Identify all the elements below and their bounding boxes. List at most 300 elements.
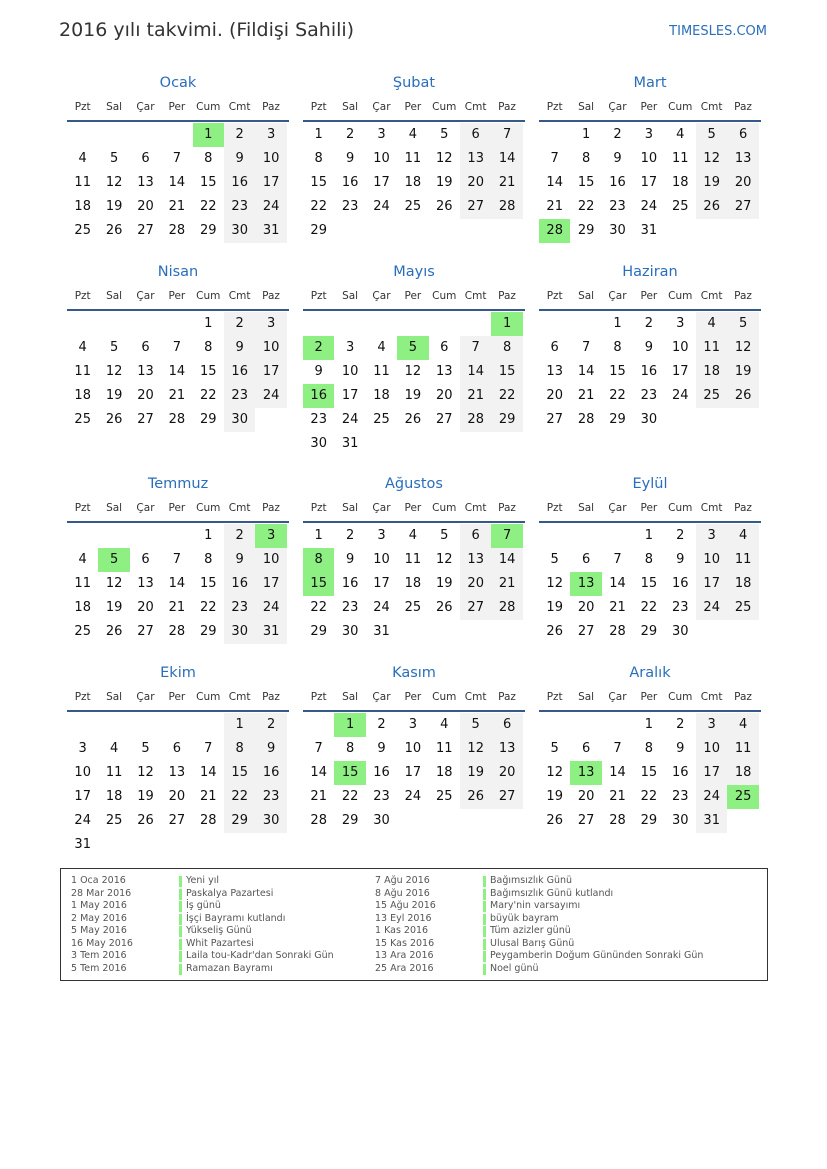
day: 9: [345, 151, 355, 166]
holiday-date: 1 Oca 2016: [71, 875, 126, 886]
day: 9: [345, 552, 355, 567]
day: 17: [74, 789, 91, 804]
day: 29: [577, 223, 595, 238]
day: 4: [676, 127, 685, 142]
day: 19: [436, 576, 453, 591]
site-link[interactable]: TIMESLES.COM: [669, 24, 767, 39]
legend-row: [71, 938, 334, 951]
day: 14: [498, 151, 516, 166]
month-name: Eylül: [632, 476, 668, 492]
day: 30: [231, 223, 248, 238]
day: 14: [609, 576, 626, 591]
day: 9: [676, 552, 685, 567]
day-grid: [303, 122, 525, 266]
weekday-label: Pzt: [74, 101, 91, 113]
day: 13: [137, 175, 154, 190]
day: 11: [74, 364, 91, 379]
day: 27: [546, 412, 563, 427]
day-grid: [539, 712, 761, 856]
legend-row: [71, 888, 334, 901]
day: 21: [168, 388, 186, 403]
day: 17: [262, 364, 280, 379]
month-8: [303, 471, 525, 667]
day: 28: [609, 624, 626, 639]
day: 1: [644, 717, 654, 732]
day: 11: [734, 741, 752, 756]
weekday-label: Paz: [498, 691, 516, 703]
day: 2: [345, 528, 355, 543]
day: 6: [581, 552, 591, 567]
day: 28: [609, 813, 626, 828]
month-10: [67, 660, 289, 856]
day: 30: [609, 223, 626, 238]
day: 19: [105, 600, 123, 615]
weekday-label: Per: [168, 290, 186, 302]
holiday-day: 7: [491, 524, 522, 548]
day: 3: [78, 741, 87, 756]
weekday-label: Sal: [578, 101, 595, 113]
day: 13: [498, 741, 516, 756]
day: 11: [672, 151, 689, 166]
legend-row: [71, 913, 334, 926]
day: 1: [314, 528, 323, 543]
weekday-label: Cmt: [700, 502, 723, 514]
day: 2: [613, 127, 622, 142]
day-grid: [303, 523, 525, 667]
holiday-day: 2: [303, 336, 334, 360]
day: 26: [137, 813, 154, 828]
day: 12: [546, 576, 563, 591]
day: 9: [235, 151, 244, 166]
day: 15: [577, 175, 595, 190]
day: 8: [644, 741, 654, 756]
day: 23: [262, 789, 280, 804]
day: 29: [498, 412, 516, 427]
month-name: Ekim: [160, 665, 196, 681]
month-name: Aralık: [629, 665, 671, 681]
weekday-label: Cum: [432, 691, 457, 703]
day: 3: [644, 127, 654, 142]
weekday-label: Paz: [262, 502, 280, 514]
day: 1: [235, 717, 244, 732]
day: 2: [644, 316, 654, 331]
weekday-header: [539, 285, 761, 309]
weekday-label: Cum: [196, 101, 221, 113]
day: 18: [74, 388, 91, 403]
day: 22: [498, 388, 516, 403]
holiday-date: 13 Ara 2016: [375, 950, 434, 961]
day: 16: [373, 765, 390, 780]
day: 28: [168, 624, 186, 639]
day: 23: [231, 600, 248, 615]
weekday-header: [67, 285, 289, 309]
weekday-label: Paz: [498, 101, 516, 113]
day: 30: [262, 813, 280, 828]
day: 18: [734, 765, 752, 780]
holiday-day: 13: [570, 572, 601, 596]
day: 20: [168, 789, 186, 804]
weekday-label: Pzt: [310, 101, 327, 113]
day: 4: [408, 528, 418, 543]
day: 29: [200, 412, 217, 427]
month-name: Nisan: [157, 264, 199, 280]
month-name: Haziran: [622, 264, 678, 280]
day: 19: [105, 388, 123, 403]
day: 27: [734, 199, 752, 214]
day: 13: [168, 765, 186, 780]
month-name: Temmuz: [147, 476, 209, 492]
month-4: [67, 259, 289, 455]
weekday-label: Pzt: [310, 290, 327, 302]
weekday-label: Cmt: [228, 101, 251, 113]
day: 30: [373, 813, 390, 828]
day: 19: [137, 789, 154, 804]
day: 4: [78, 340, 87, 355]
day: 2: [235, 316, 244, 331]
day: 12: [105, 576, 123, 591]
day: 20: [734, 175, 752, 190]
day: 22: [341, 789, 359, 804]
weekday-label: Pzt: [546, 502, 563, 514]
weekday-label: Paz: [262, 691, 280, 703]
day: 6: [581, 741, 591, 756]
day: 17: [341, 388, 359, 403]
day: 31: [74, 837, 91, 852]
day: 7: [613, 741, 622, 756]
day: 8: [314, 151, 323, 166]
day: 13: [546, 364, 563, 379]
day: 24: [74, 813, 91, 828]
day: 10: [74, 765, 91, 780]
legend-row: [375, 938, 703, 951]
day: 19: [436, 175, 453, 190]
day: 28: [498, 600, 516, 615]
day: 26: [436, 199, 453, 214]
holiday-name: İş günü: [179, 900, 221, 913]
day: 19: [404, 388, 422, 403]
month-name: Ocak: [159, 75, 197, 91]
weekday-label: Per: [640, 290, 658, 302]
day: 24: [373, 199, 390, 214]
day: 1: [613, 316, 622, 331]
day: 2: [676, 528, 685, 543]
day: 28: [577, 412, 595, 427]
day-grid: [67, 712, 289, 856]
day: 5: [471, 717, 480, 732]
weekday-label: Çar: [608, 502, 627, 514]
day: 1: [644, 528, 654, 543]
weekday-label: Per: [404, 691, 422, 703]
weekday-label: Paz: [262, 290, 280, 302]
holiday-name: Ramazan Bayramı: [179, 963, 273, 976]
day-grid: [539, 122, 761, 266]
day: 2: [345, 127, 355, 142]
weekday-label: Sal: [342, 502, 359, 514]
day: 29: [640, 813, 658, 828]
day: 24: [262, 199, 280, 214]
day: 11: [703, 340, 720, 355]
day: 20: [546, 388, 563, 403]
day: 8: [204, 151, 213, 166]
weekday-label: Sal: [106, 502, 123, 514]
weekday-label: Cmt: [464, 290, 487, 302]
holiday-name: Bağımsızlık Günü kutlandı: [483, 888, 613, 901]
legend-row: [71, 925, 334, 938]
holiday-day: 8: [303, 548, 334, 572]
weekday-label: Cmt: [228, 502, 251, 514]
day: 20: [498, 765, 516, 780]
day: 29: [231, 813, 248, 828]
day: 10: [640, 151, 658, 166]
weekday-label: Cum: [196, 502, 221, 514]
holiday-name: Ulusal Barış Günü: [483, 938, 574, 951]
day: 2: [235, 127, 244, 142]
holiday-date: 2 May 2016: [71, 912, 127, 924]
day: 21: [546, 199, 563, 214]
day: 24: [404, 789, 422, 804]
day: 12: [436, 552, 453, 567]
day: 26: [105, 412, 123, 427]
day: 8: [502, 340, 512, 355]
holiday-date: 16 May 2016: [71, 937, 133, 949]
day: 25: [672, 199, 689, 214]
holiday-day: 13: [570, 761, 601, 785]
weekday-label: Cum: [668, 290, 693, 302]
weekday-label: Pzt: [546, 691, 563, 703]
day: 15: [231, 765, 248, 780]
day: 5: [141, 741, 150, 756]
holiday-day: 5: [98, 548, 129, 572]
day: 10: [672, 340, 689, 355]
day: 7: [204, 741, 213, 756]
legend-row: [375, 913, 703, 926]
weekday-label: Sal: [106, 290, 123, 302]
day: 4: [377, 340, 386, 355]
day: 10: [703, 741, 720, 756]
weekday-label: Paz: [734, 290, 752, 302]
weekday-label: Çar: [372, 290, 391, 302]
day: 7: [613, 552, 622, 567]
day: 24: [341, 412, 359, 427]
day-grid: [303, 311, 525, 455]
day: 24: [262, 388, 280, 403]
day: 15: [200, 175, 217, 190]
day: 2: [377, 717, 386, 732]
day: 18: [74, 600, 91, 615]
weekday-label: Çar: [372, 101, 391, 113]
weekday-label: Sal: [578, 502, 595, 514]
day: 19: [734, 364, 752, 379]
holiday-date: 25 Ara 2016: [375, 962, 434, 974]
weekday-header: [303, 285, 525, 309]
weekday-label: Paz: [498, 502, 516, 514]
weekday-label: Cum: [196, 691, 221, 703]
day: 16: [341, 576, 359, 591]
day: 12: [105, 175, 123, 190]
month-3: [539, 70, 761, 266]
legend-row: [375, 888, 703, 901]
day: 30: [231, 624, 248, 639]
day: 6: [172, 741, 182, 756]
weekday-header: [539, 497, 761, 521]
day: 5: [440, 127, 449, 142]
holiday-date: 5 Tem 2016: [71, 962, 127, 974]
day: 12: [105, 364, 123, 379]
day: 6: [471, 528, 480, 543]
day: 22: [200, 388, 217, 403]
day: 6: [141, 552, 150, 567]
day: 28: [467, 412, 484, 427]
weekday-label: Cmt: [464, 691, 487, 703]
day: 14: [577, 364, 595, 379]
day: 22: [609, 388, 626, 403]
day: 27: [467, 600, 484, 615]
legend-row: [71, 950, 334, 963]
day: 16: [609, 175, 626, 190]
holiday-day: 25: [727, 785, 758, 809]
weekday-label: Sal: [578, 290, 595, 302]
day: 18: [404, 576, 422, 591]
day: 4: [408, 127, 418, 142]
holiday-date: 1 May 2016: [71, 900, 127, 911]
day: 1: [581, 127, 591, 142]
day: 27: [577, 813, 595, 828]
weekday-label: Per: [640, 101, 658, 113]
holiday-name: Mary'nin varsayımı: [483, 900, 580, 913]
day: 23: [341, 199, 359, 214]
weekday-label: Per: [404, 101, 422, 113]
day: 31: [262, 223, 280, 238]
holiday-name: Tüm azizler günü: [483, 925, 571, 938]
holiday-day: 1: [193, 123, 224, 147]
day: 4: [78, 552, 87, 567]
weekday-label: Per: [168, 502, 186, 514]
day: 9: [235, 340, 244, 355]
weekday-label: Sal: [578, 691, 595, 703]
day: 22: [200, 600, 217, 615]
month-6: [539, 259, 761, 455]
day: 5: [738, 316, 748, 331]
day: 4: [707, 316, 716, 331]
month-2: [303, 70, 525, 266]
day: 21: [168, 600, 186, 615]
weekday-header: [67, 686, 289, 710]
weekday-label: Çar: [136, 101, 155, 113]
day: 8: [644, 552, 654, 567]
day: 15: [200, 364, 217, 379]
day: 7: [502, 127, 512, 142]
day: 26: [703, 199, 720, 214]
day: 28: [310, 813, 327, 828]
day: 21: [498, 175, 516, 190]
weekday-label: Paz: [262, 101, 280, 113]
day: 25: [74, 412, 91, 427]
day: 5: [440, 528, 449, 543]
day: 18: [373, 388, 390, 403]
weekday-label: Çar: [372, 691, 391, 703]
day: 29: [310, 624, 327, 639]
day: 18: [105, 789, 123, 804]
weekday-label: Per: [640, 502, 658, 514]
day: 6: [141, 340, 150, 355]
day: 26: [546, 624, 563, 639]
day: 31: [373, 624, 390, 639]
weekday-label: Cum: [432, 101, 457, 113]
day: 14: [168, 576, 186, 591]
day: 12: [546, 765, 563, 780]
holiday-name: Yükseliş Günü: [179, 925, 252, 938]
day: 21: [467, 388, 484, 403]
day: 11: [74, 175, 91, 190]
weekday-label: Cum: [668, 101, 693, 113]
day: 3: [707, 528, 716, 543]
weekday-header: [303, 96, 525, 120]
day: 14: [498, 552, 516, 567]
day: 17: [672, 364, 689, 379]
day: 15: [498, 364, 516, 379]
legend-column-right: [375, 875, 703, 975]
day: 1: [204, 316, 213, 331]
day-grid: [67, 523, 289, 667]
day: 10: [373, 151, 390, 166]
day: 5: [550, 741, 559, 756]
day: 3: [377, 127, 386, 142]
day: 29: [200, 624, 217, 639]
day: 13: [137, 364, 154, 379]
legend-row: [375, 925, 703, 938]
day: 20: [577, 789, 595, 804]
weekday-label: Per: [404, 502, 422, 514]
day: 6: [141, 151, 150, 166]
day: 16: [231, 576, 248, 591]
legend-row: [71, 963, 334, 976]
day: 27: [498, 789, 516, 804]
day: 24: [640, 199, 658, 214]
day: 4: [109, 741, 119, 756]
day: 9: [676, 741, 685, 756]
weekday-label: Per: [168, 101, 186, 113]
day: 16: [341, 175, 359, 190]
day: 27: [436, 412, 453, 427]
day: 11: [373, 364, 390, 379]
day: 17: [262, 576, 280, 591]
day: 8: [235, 741, 244, 756]
day: 5: [707, 127, 716, 142]
holiday-date: 3 Tem 2016: [71, 950, 127, 961]
day: 12: [467, 741, 484, 756]
day: 25: [105, 813, 123, 828]
day: 25: [373, 412, 390, 427]
day: 8: [581, 151, 591, 166]
holiday-day: 15: [334, 761, 365, 785]
day: 23: [672, 789, 689, 804]
weekday-label: Pzt: [546, 290, 563, 302]
day: 7: [471, 340, 480, 355]
day: 20: [137, 199, 154, 214]
day: 16: [672, 576, 689, 591]
day: 7: [172, 340, 182, 355]
day: 19: [467, 765, 484, 780]
day: 29: [640, 624, 658, 639]
day: 30: [231, 412, 248, 427]
day: 30: [640, 412, 658, 427]
day: 27: [137, 223, 154, 238]
weekday-label: Çar: [608, 691, 627, 703]
day: 12: [404, 364, 422, 379]
day: 15: [310, 175, 327, 190]
day: 31: [703, 813, 720, 828]
day: 17: [262, 175, 280, 190]
